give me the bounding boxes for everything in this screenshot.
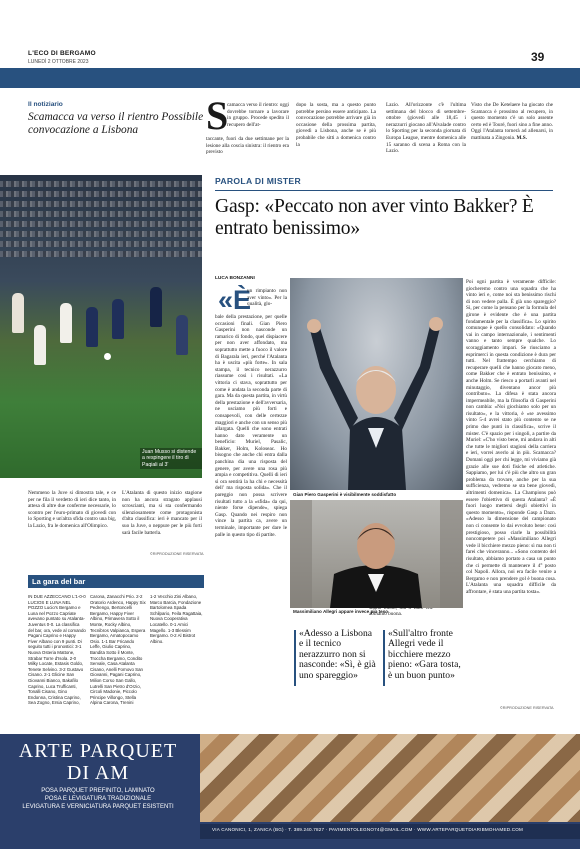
pull-quote-1: «Adesso a Lisbona e il tecnico nerazzurro non si nasconde: «Sì, è già uno spareggio» [299,628,376,681]
notiziario-col-4 [471,102,553,158]
mister-col-3: abbiamo buona. [369,611,403,618]
notiziario-label: Il notiziario [28,101,63,108]
quote-bar [383,630,385,686]
notiziario-col-1: camacca verso il rientro: oggi dovrebbe tornare a lavorare in gruppo. Procede spedito il recupero dell'at- [227,102,289,128]
crowd-row [0,181,202,187]
photo-caption: Juan Musso si distende a respingere il tiro di Paqiali al 3' [140,448,202,469]
allegri-photo [290,500,463,608]
player-figure [176,315,188,355]
mister-col-1a: un rimpianto non aver vinto». Per la qualità, glo- [247,288,287,308]
notiziario-col-4-text: Visto che De Ketelaere ha giocato che Scamacca è prossimo al recupero, in questo momento c'è un solo assente certo ed è Touré, fuori sino a fine anno. Oggi l'Atalanta tornerà ad allenarsi, in mattinata a Zingonia. [471,102,553,141]
dropcap-s: S [206,93,229,138]
notiziario-col-1b: taccante, fuori da due settimane per la lesione alla coscia sinistra: il rientro era previsto [206,136,289,156]
pull-quote-2: «Sull'altro fronte Allegri vede il bicchiere mezzo pieno: «Gara tosta, è un buon punto» [388,628,461,681]
left-article-col-1: Nemmeno la Juve si dimostra tale, e ce per ne fila il verdetto di ieri dice tanto, in attesa di altre due conferme necessarie, lo scontro per l'euro-primato di giovedì con lo Sporting e un'altra sfida contro una big, la Lazio, fra le domenica all'Olimpico. [28,490,116,529]
section-label: PAROLA DI MISTER [215,176,301,186]
gasperini-caption: Gian Piero Gasperini è visibilmente soddisfatto [293,492,397,497]
masthead: L'ECO DI BERGAMO [28,50,96,57]
crowd-row [0,241,202,247]
gara-col-1: IN DUE AZZECCANO L'1-0-0 LUCIOS E LUNA NEL POZZO Lucio's Bergamo e Luna nel Pozzo Capriate avevano puntato su Atalanta-Juventus 0-0. La classifica del bar, ora, vede al comando Pagani Caprino e Happy Fiver Albano con 9 punti. Di seguito tutti i pronostici: 3-1 Nuova Osteria Mattone, Strabar Torre d'Isola. 2-0 Milky Locate, Estasis Goldo, Tenete Selvino. 3-2 Gustavo Cisano. 2-1 Glicine San Giovanni Bianco, Bakafilo Caprino, Luca Trufficanti, Tonalli Cisano, Gino Endonna, Cristina Caprino, Sea Zogno, Ersia Caprino, [28,594,86,706]
section-rule [215,190,553,191]
ad-title-line-2: DI AM [66,762,130,784]
author-byline: LUCA BONZANNI [215,276,255,281]
notiziario-col-2: dopo la sosta, ma a questo punto potrebbe persino essere anticipato. La convocazione potrebbe arrivare già in occasione della prossima partita, giovedì a Lisbona, anche se è più probabile che sìtti a domenica contro la [296,102,376,148]
crowd-row [0,191,202,197]
gara-del-bar-title: La gara del bar [28,575,204,588]
parquet-image [200,734,580,822]
player-figure [86,307,98,347]
mister-col-1: bale della prestazione, per quelle occasioni finali. Gian Piero Gasperini non nasconde un ramarico di fondo, quel dispiacere per non aver affondato, ma soprattutto mette a fuoco il valore di Bagarala ieri, perché l'Atalanta ha è uscita «più forte». In sala stampa, il tecnico nerazzurro riassume così i risultati. «La vittoria ci stava, soprattutto per come è andata la seconda parte di gara. Ma da questa partita, in virtù della prestazione e dell'avversaria, ne usciamo più forti e consapevoli, con delle certezze maggiori e anche con un senso più allargata. Quelli che sono entrati hanno dato veramente un beneficio: Muriel, Pasalic, Bakker, Holm, Koloseac. Ho bisogno che anche chi entra dalla panchina dia una risposta del genere, per avere una rosa più ampia e competitiva. Quelli di ieri sì ora sentirà la ha chi e necessità dell' ma risposta solida». Che il pareggio non possa scrivere risultati tutto a la «sfida» da qui, niente forse dipende», spiega Gasp. Quando nei respiro non vince la partita ca, avere un terminale, importante per dare le palle in questo tipo di partite. [215,314,287,538]
quote-bar [294,630,296,686]
headline: Gasp: «Peccato non aver vinto Bakker? È entrato benissimo» [215,196,534,239]
gara-col-3: 1-2 Vecchio Zini Albano, Marco Barcia, Fondazione Bartolomea Spada Schilpario, Feila Ragattaia, Nuova Cooperativa Locatello. 0-1 Amici Magello. 1-3 Blessim Bergamo. 0-2 Al Bistrot Albino. [150,594,203,644]
ad-title-line-1: ARTE PARQUET [18,740,178,762]
ad-contact: VIA CANONICI, 1, ZANICA (BG) · T. 389.240.7827 · PAVIMENTOLEGNO74@GMAIL.COM · WWW.ARTEPARQUETDIARIBMOHAMED.COM [212,827,524,832]
crowd-row [0,251,202,257]
ball-icon [104,353,111,360]
player-figure [12,293,24,333]
page-number: 39 [531,50,545,64]
player-figure [60,303,72,343]
mister-col-4: Poi ogni partita è veramente difficile: giocheremo contro una squadra che ha vinto ieri e, come noi sta benissimo rischi di non vedere palla. È già uno spareggio? Sì, per come la pensano per la formula del girone è evidente che è una partita fondamentale per la classifica». Lo spirito comunque è quello consolidato: «Quando vai in campo internazionale, i sentimenti vanno e tanto sempre qualche. Lo scoraggiamento impari. Se riusciamo a esprimerci in questa condizione è dura per tutti. Nel frattempo cerchiamo di recuperare quelli che hanno giocato meno, come Bakker che è entrato benissimo, e anche Holm. Se riesco a portarli avanti nel minutaggio, diventano ancor più contributo». La difesa è stata ancora impermeabile, ma la filosofia di Gasperini non cambia: «Noi giochiamo solo per un risultato», e la vittoria, è «se avessimo vinto 5-4 avrei stato più contento se ne primo due punti in classifica», scrive il mister. C'è spazio per i singoli, a partire da Muriel: «C'ho visto bene, mi andava in alti che tutte le migliori stagioni della carriera e ieri, vorrei averlo ai in più. Scamacca? Domani oggi per chi legge, mi viviamo già grazie alle sue doti fisiche ed atletiche. Sappiamo, per lui c'è più che altro un gran problema da trovare, anche per la sua sufficienza, vedremo se sta bene giovedì, altrimenti domenica». La Champions può essere l'obiettivo di questa Atalanta? «È fuori luogo mettersi degli obiettivi in questo momento», risponde Gasp a Dazn. «Adesso la dimensione del campionato non ci consente lo dai evvoluto bene: così prestigioso, posso ciarle la possibilità noncompetere poi «Massimiliano Allegri vede il bicchiere mezzo pieno: sì ma non ti farei che vinceranno... «Sono contento del risultato, abbiamo portato a casa un punto che ci permette di mantenere il 4° posto col Napoli. Allora, noi era facile venire a Bergamo e non prendere gol è buona cosa. L'Atalanta una squadra difficile da affrontare, è stata una partita tosta». [466,279,556,595]
notiziario-title: Scamacca va verso il rientro Possibile convocazione a Lisbona [28,111,204,136]
gasperini-photo [290,278,463,490]
crowd-row [0,201,202,207]
crowd-row [0,211,202,217]
allegri-figure [290,500,463,608]
ad-service-3: LEVIGATURA E VERNICIATURA PARQUET ESISTENTI [22,804,174,810]
allegri-caption: Massimiliano Allegri appare invece più teso [293,609,389,614]
gasperini-figure [290,278,463,490]
crowd-row [0,231,202,237]
ad-service-2: POSA E LEVIGATURA TRADIZIONALE [44,796,152,802]
left-article-col-2: L'Atalanta di questo inizio stagione non ha ancora stragato applausi scroscianti, ma si sta confermando silenziosamente come protagonista d'alta classifica: ieri è mancato per il suo la Juve, o neppure per le più forti sarà facile batterla. [122,490,202,536]
issue-date: LUNEDÌ 2 OTTOBRE 2023 [28,59,89,65]
header-bar [0,68,580,88]
ad-service-1: POSA PARQUET PREFINITO, LAMINATO [41,788,155,794]
credit-left: ©RIPRODUZIONE RISERVATA [150,552,204,556]
notiziario-signature: M.S. [516,134,527,141]
player-figure [150,287,162,327]
notiziario-col-3: Lazio. All'orizzonte c'è l'ultima settimana del blocco di settembre-ottobre (giovedì alle 18,45 i nerazzurri giocano all'Alvalade contro lo Sporting per la seconda giornata di Europa League, mentre domenica alle 15 saranno di scena a Roma con la Lazio. [386,102,466,155]
crowd-row [0,221,202,227]
player-figure [34,325,46,365]
match-photo [0,175,202,478]
dropcap-e: «È [218,285,252,315]
credit-right: ©RIPRODUZIONE RISERVATA [500,706,554,710]
player-figure [112,299,124,339]
gara-col-2: Carona, Zanacchi Prio. 2-2 Oratorio Ardenco, Happy Six Pedrengo, Bertoncelli Bergamo, Happy Fiver Albino, Primavera Sotto il Monte, Rocky Albino, Tecnibros Valpianca, Espera Bergamo, Amatopocamo Osio. 1-1 Bar Fricando Leffe, Giulio Caprino, Bandita Sotto il Monte, Troccha Bergamo, Condito Servale, Casa Atalanta Cisano, Anelli Fornovo San Giovanni, Pagani Caprino, Milion Corso San Gallo, Lutrelli San Pietro d'Orzio, Circoli Madonie, Piccolo Principe Villongo, Stella Alpina Carona, Trenini [90,594,146,706]
